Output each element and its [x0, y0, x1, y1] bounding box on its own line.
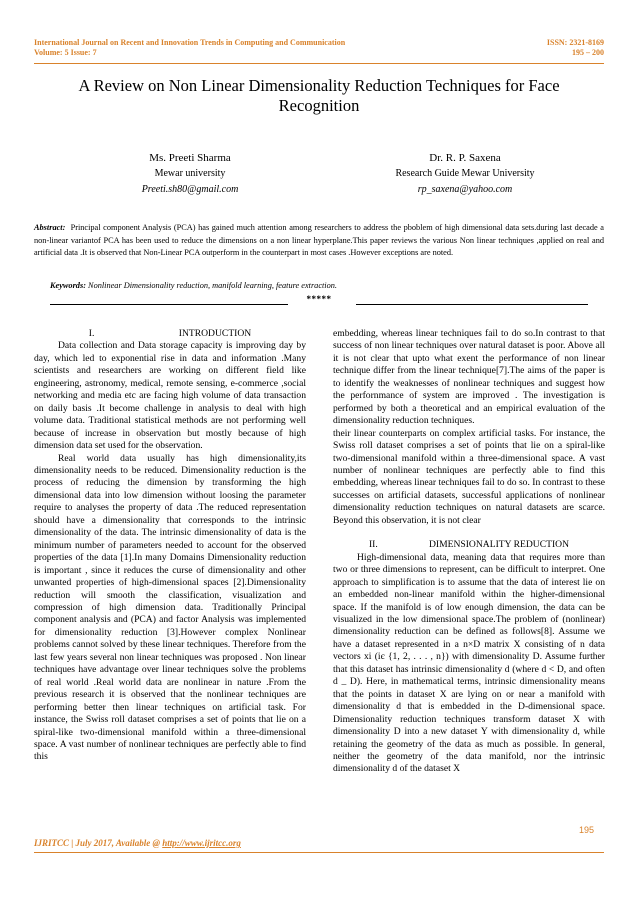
author-name: Ms. Preeti Sharma	[149, 152, 231, 164]
author-email: Preeti.sh80@gmail.com	[141, 184, 239, 195]
section-heading-introduction	[34, 328, 306, 340]
author-block-2	[370, 150, 560, 198]
paragraph: Real world data usually has high dimensionality,its dimensionality needs to be reduced. Dimensionality reduction is the process of reducing the dimension by transforming the high dimensional data into low dimension without loosing the parameter require to analyses the property of data .The reduced representation should have a dimensionality that corresponds to the intrinsic dimensionality of the data. The intrinsic dimensionality of data is the minimum number of parameters needed to account for the observed properties of the data [1].In many Domains Dimensionality reduction is important , since it reduces the curse of dimensionality and other unwanted properties of high-dimensional spaces [2].Dimensionality reduction will smooth the classification, visualization and compression of high dimension data. Traditionally Principal component analysis and (PCA) and factor Analysis was implemented for dimensionality reduction [3].However complex Nonlinear problems cannot solved by these linear techniques. Therefore from the last few years several non linear techniques was proposed . Non linear techniques have advantage over linear techniques solve the problems of real world .Real world data are nonlinear in nature .From the previous research it is observed that the nonlinear techniques are performing better then linear techniques on artificial task. For instance, the Swiss roll dataset comprises a set of points that lie on a spiral-like two-dimensional manifold within a three-dimensional space. A vast number of nonlinear techniques are perfectly able to find this	[34, 452, 306, 763]
section-title: DIMENSIONALITY REDUCTION	[428, 539, 570, 551]
keywords-label: Keywords:	[50, 281, 86, 290]
section-title: INTRODUCTION	[178, 328, 252, 339]
separator-rule-right	[356, 304, 588, 305]
author-affiliation: Mewar university	[154, 168, 226, 179]
page-number: 195	[578, 825, 594, 835]
journal-name: International Journal on Recent and Innovation Trends in Computing and Communication	[34, 38, 346, 47]
paragraph: embedding, whereas linear techniques fail to do so.In contrast to that success of non linear techniques over natural dataset is poor. Above all it is not clear that upto what exent the performance of non linear technique differ from the linear technique[7].The aims of the paper is to identify the weaknesses of nonlinear techniques and suggest how the perfornmance of system are improved . The investigation is performed by both a theoretical and an empirical evaluation of the dimensionality reduction techniques.	[333, 328, 605, 427]
author-name: Dr. R. P. Saxena	[429, 152, 501, 164]
section-number: I.	[88, 328, 95, 339]
keywords	[50, 280, 604, 292]
separator-rule-left	[50, 304, 288, 305]
paragraph: their linear counterparts on complex artificial tasks. For instance, the Swiss roll dataset comprises a set of points that lie on a spiral-like two-dimensional manifold within a three-dimensional space. A vast number of nonlinear techniques are perfectly able to find this embedding, whereas linear techniques fail to do so. In contrast to these successes on artificial datasets, successful applications of nonlinear dimensionality reduction techniques on natural datasets are scarce. Beyond this observation, it is not clear	[333, 427, 606, 526]
page-range: 195 – 200	[572, 48, 604, 57]
abstract-text: Principal component Analysis (PCA) has gained much attention among researchers to address the pboblem of high dimensional data sets.during last decade a non-linear variantof PCA has been used to reduce the dimensions on a non linear hyperplane.This paper reviews the various Non linear techniques ,applied on real and artificial data .It is observed that Non-Linear PCA outperform in the counterpart in most cases .However exceptions are noted.	[34, 223, 604, 258]
title-line-1: A Review on Non Linear Dimensionality Reduction Techniques for Face	[78, 76, 560, 95]
abstract-label: Abstract	[34, 223, 63, 232]
header-rule	[34, 63, 604, 64]
author-affiliation: Research Guide Mewar University	[395, 168, 535, 179]
footer-link[interactable]: http://www.ijritcc.org	[162, 838, 241, 848]
paragraph: Data collection and Data storage capacity is improving day by day, which led to exponential rise in data and information .Many scientists and researchers are working on different field like engineering, astronomy, medical, remote sensing, e-commerce ,social networking and media etc are facing high volume of data transaction on daily basis .It become challenge in analysis to deal with high volume data. Traditional statistical methods are not performing well because of increase in observation but mostly because of high dimension data set used for the observation.	[34, 340, 306, 452]
author-block-1	[100, 150, 280, 198]
paper-title	[40, 76, 598, 116]
section-separator	[50, 294, 588, 308]
issn: ISSN: 2321-8169	[546, 38, 604, 47]
footer	[34, 838, 241, 848]
paragraph: High-dimensional data, meaning data that requires more than two or three dimensions to represent, can be difficult to interpret. One approach to simplification is to assume that the data of interest lie on an embedded non-linear manifold within the higher-dimensional space. If the manifold is of low enough dimension, the data can be visualized in the low dimensional space.The problem of (nonlinear) dimensionality reduction can be defined as follows[8]. Assume we have a dataset represented in a n×D matrix X consisting of n data vectors xi (iє {1, 2, . . . , n}) with dimensionality D. Assume further that this dataset has intrinsic dimensionality d (where d < D, and often d _ D). Here, in mathematical terms, intrinsic dimensionality means that the points in dataset X are lying on or near a manifold with dimensionality d that is embedded in the D-dimensional space. Dimensionality reduction techniques transform dataset X with dimensionality D into a new dataset Y with dimensionality d, while retaining the geometry of the data as much as possible. In general, neither the geometry of the data manifold, nor the intrinsic dimensionality d of the dataset X	[333, 551, 605, 775]
section-heading-dimensionality-reduction	[333, 539, 605, 551]
keywords-text: Nonlinear Dimensionality reduction, manifold learning, feature extraction.	[88, 281, 337, 290]
volume-issue: Volume: 5 Issue: 7	[34, 48, 97, 57]
title-line-2: Recognition	[278, 96, 360, 115]
section-number: II.	[368, 539, 378, 551]
abstract: Abstract: Principal component Analysis (PCA) has gained much attention among researchers to address the pboblem of high dimensional data sets.during last decade a non-linear variantof PCA has been used to reduce the dimensions on a non linear hyperplane.This paper reviews the various Non linear techniques ,applied on real and artificial data .It is observed that Non-Linear PCA outperform in the counterpart in most cases .However exceptions are noted.	[34, 223, 604, 258]
separator-stars: *****	[306, 294, 332, 304]
left-column	[34, 328, 306, 764]
footer-text: IJRITCC | July 2017, Available @	[34, 838, 160, 848]
author-email: rp_saxena@yahoo.com	[417, 184, 513, 195]
footer-rule	[34, 852, 604, 853]
right-column	[333, 328, 605, 776]
